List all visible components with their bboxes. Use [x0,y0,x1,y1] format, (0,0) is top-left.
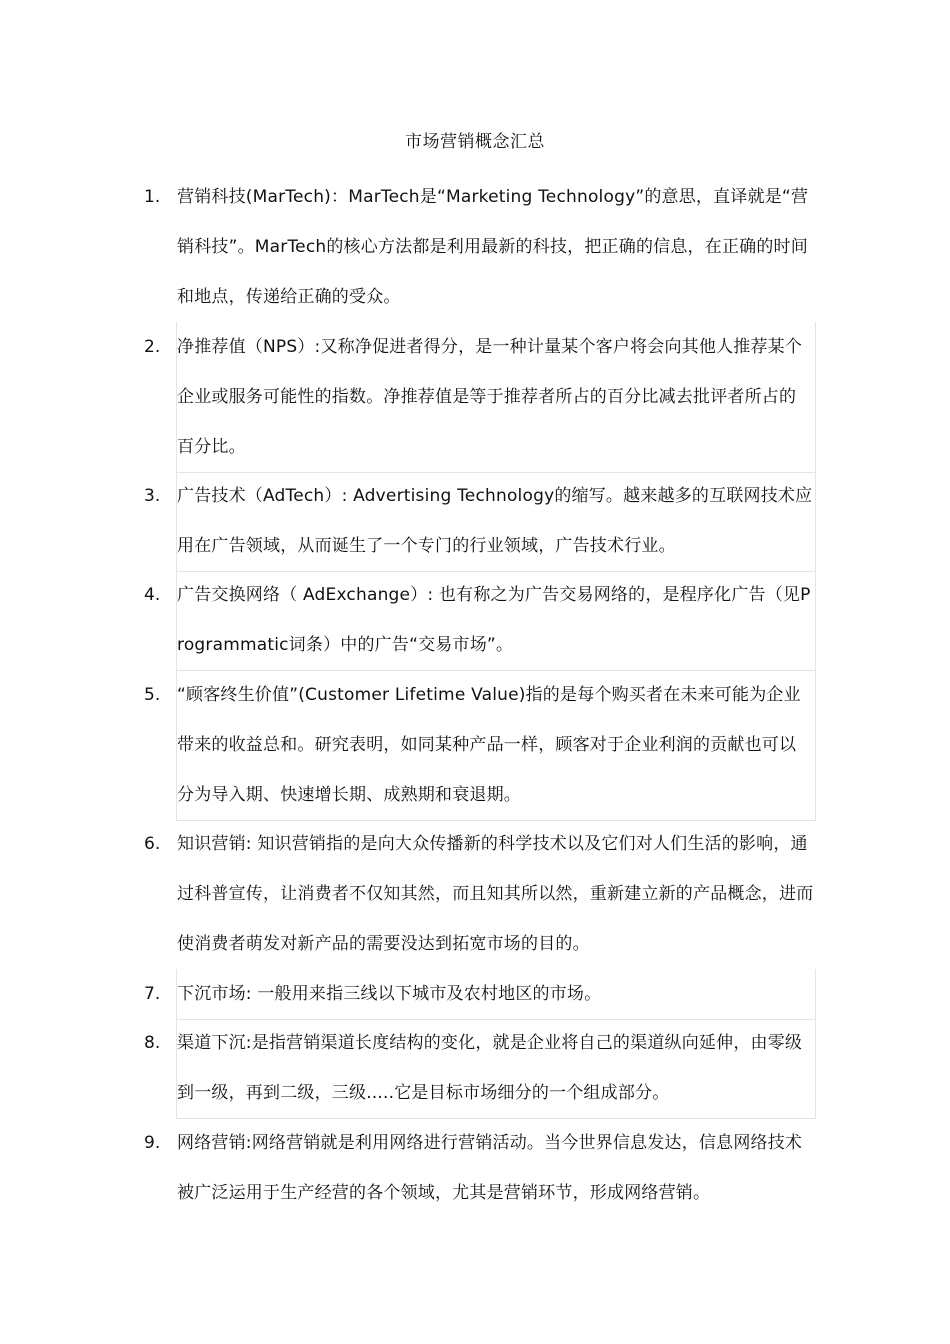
list-item-text: 营销科技(MarTech)：MarTech是“Marketing Technology”的意思，直译就是“营销科技”。MarTech的核心方法都是利用最新的科技，把正确的信息，在正确的时间和地点，传递给正确的受众。 [177,187,809,307]
list-item-number: 4. [144,585,161,605]
list-item-number: 9. [144,1133,161,1153]
list-item-number: 3. [144,486,161,506]
list-item-text: 网络营销:网络营销就是利用网络进行营销活动。当今世界信息发达，信息网络技术被广泛运用于生产经营的各个领域，尤其是营销环节，形成网络营销。 [177,1133,803,1203]
list-item-text: 知识营销: 知识营销指的是向大众传播新的科学技术以及它们对人们生活的影响，通过科普宣传，让消费者不仅知其然，而且知其所以然，重新建立新的产品概念，进而使消费者萌发对新产品的需要没达到拓宽市场的目的。 [177,834,814,954]
list-item-number: 2. [144,337,161,357]
list-item-number: 1. [144,187,161,207]
document-title: 市场营销概念汇总 [405,132,545,152]
list-item-text: “顾客终生价值”(Customer Lifetime Value)指的是每个购买者在未来可能为企业带来的收益总和。研究表明，如同某种产品一样，顾客对于企业利润的贡献也可以分为导入期、快速增长期、成熟期和衰退期。 [176,670,816,821]
list-item-text: 广告技术（AdTech）: Advertising Technology的缩写。越来越多的互联网技术应用在广告领域，从而诞生了一个专门的行业领域，广告技术行业。 [176,471,816,572]
list-item-text: 渠道下沉:是指营销渠道长度结构的变化，就是企业将自己的渠道纵向延伸，由零级到一级，再到二级，三级.....它是目标市场细分的一个组成部分。 [176,1018,816,1119]
list-item-number: 5. [144,685,161,705]
list-item-text: 净推荐值（NPS）:又称净促进者得分，是一种计量某个客户将会向其他人推荐某个企业或服务可能性的指数。净推荐值是等于推荐者所占的百分比减去批评者所占的百分比。 [176,322,816,473]
list-item-text: 下沉市场: 一般用来指三线以下城市及农村地区的市场。 [176,969,816,1020]
list-item-number: 7. [144,984,161,1004]
list-item-number: 6. [144,834,161,854]
list-item-number: 8. [144,1033,161,1053]
list-item-text: 广告交换网络（ AdExchange）: 也有称之为广告交易网络的，是程序化广告（见Programmatic词条）中的广告“交易市场”。 [176,570,816,671]
